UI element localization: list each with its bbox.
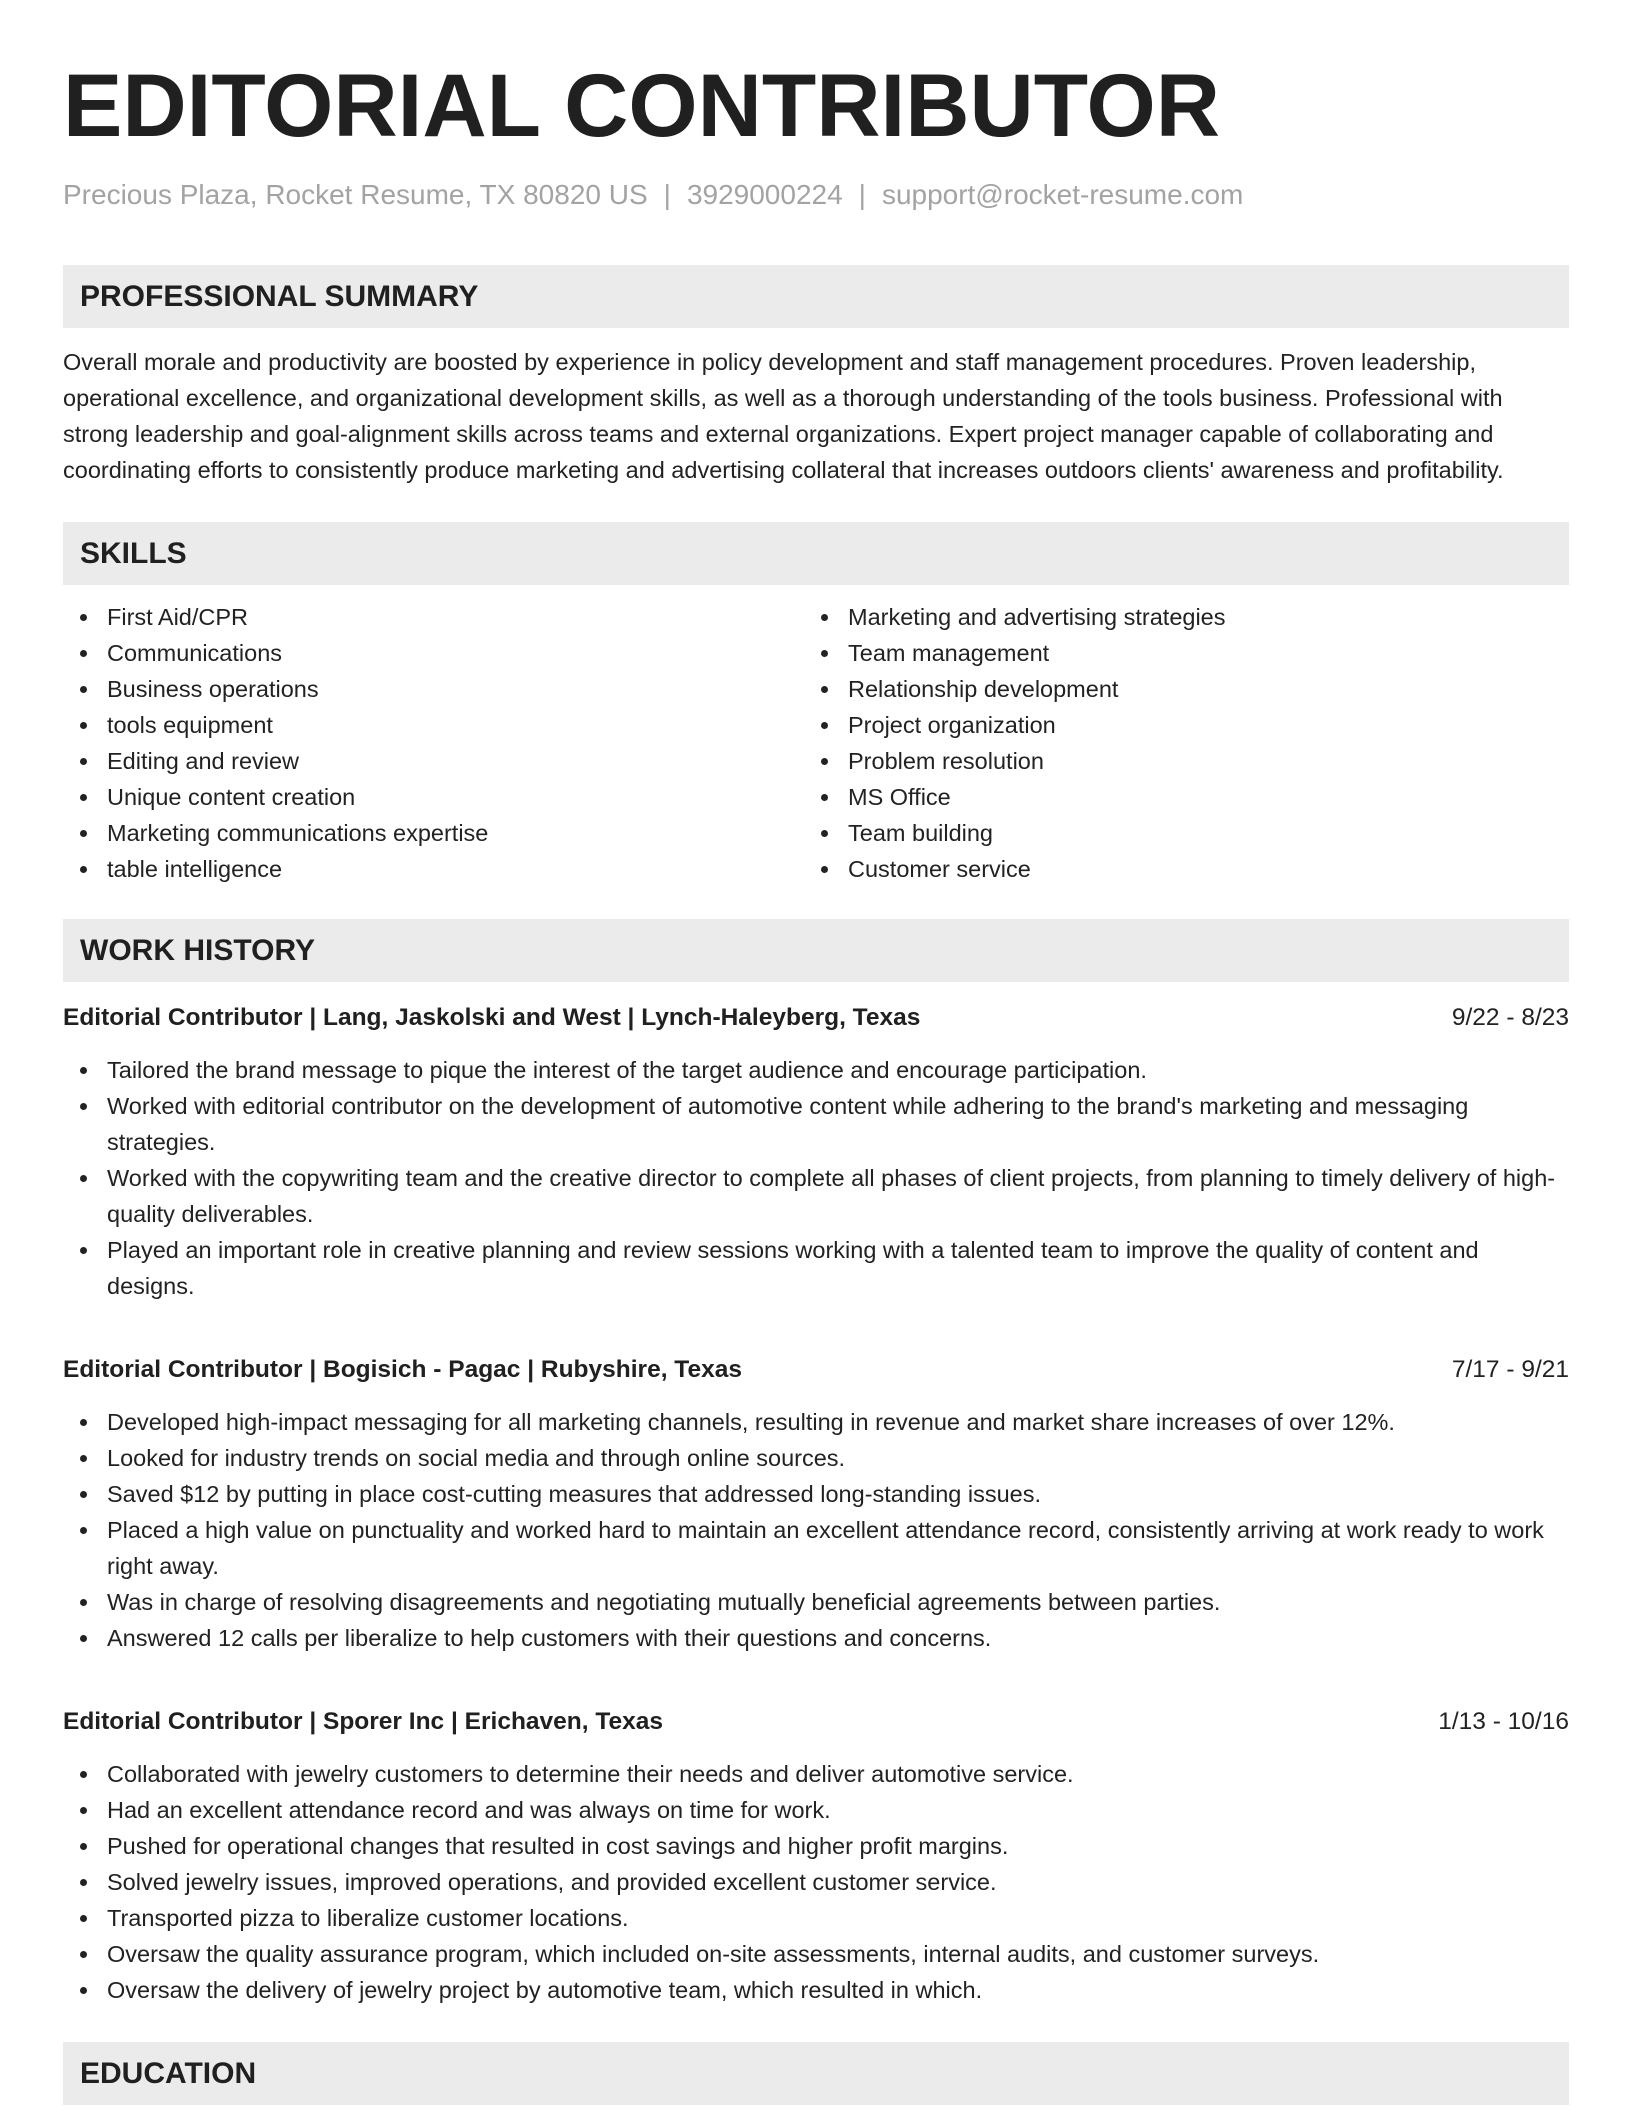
skills-list-left [63,599,804,887]
contact-separator: | [663,179,671,210]
list-item: Customer service [804,851,1545,887]
list-item: Placed a high value on punctuality and worked hard to maintain an excellent attendance record, consistently arriving at work ready to work right away. [63,1512,1569,1584]
skills-columns [63,599,1569,887]
section-heading-skills: SKILLS [63,522,1569,585]
list-item: Developed high-impact messaging for all marketing channels, resulting in revenue and market share increases of over 12%. [63,1404,1569,1440]
job-entry [63,1000,1569,1304]
section-heading-summary: PROFESSIONAL SUMMARY [63,265,1569,328]
list-item: Unique content creation [63,779,804,815]
list-item: Marketing and advertising strategies [804,599,1545,635]
list-item: Solved jewelry issues, improved operations, and provided excellent customer service. [63,1864,1569,1900]
skills-column-right [804,599,1545,887]
list-item: Saved $12 by putting in place cost-cutting measures that addressed long-standing issues. [63,1476,1569,1512]
resume-name: EDITORIAL CONTRIBUTOR [63,55,1221,155]
list-item: Marketing communications expertise [63,815,804,851]
list-item: Looked for industry trends on social media and through online sources. [63,1440,1569,1476]
list-item: Tailored the brand message to pique the interest of the target audience and encourage participation. [63,1052,1569,1088]
skills-list-right [804,599,1545,887]
job-bullets [63,1404,1569,1656]
list-item: Had an excellent attendance record and was always on time for work. [63,1792,1569,1828]
list-item: Relationship development [804,671,1545,707]
list-item: Collaborated with jewelry customers to determine their needs and deliver automotive service. [63,1756,1569,1792]
list-item: First Aid/CPR [63,599,804,635]
list-item: Transported pizza to liberalize customer locations. [63,1900,1569,1936]
contact-phone: 3929000224 [686,179,843,210]
list-item: Editing and review [63,743,804,779]
list-item: MS Office [804,779,1545,815]
list-item: Pushed for operational changes that resulted in cost savings and higher profit margins. [63,1828,1569,1864]
list-item: Team management [804,635,1545,671]
work-history-list [63,1000,1569,2008]
contact-email[interactable]: support@rocket-resume.com [881,179,1244,210]
list-item: Worked with the copywriting team and the creative director to complete all phases of client projects, from planning to timely delivery of high-quality deliverables. [63,1160,1569,1232]
list-item: Played an important role in creative planning and review sessions working with a talented team to improve the quality of content and designs. [63,1232,1569,1304]
list-item: table intelligence [63,851,804,887]
job-title: Editorial Contributor | Sporer Inc | Erichaven, Texas [63,1708,664,1735]
contact-separator: | [858,179,866,210]
list-item: Project organization [804,707,1545,743]
job-bullets [63,1052,1569,1304]
list-item: Communications [63,635,804,671]
list-item: Oversaw the delivery of jewelry project by automotive team, which resulted in which. [63,1972,1569,2008]
list-item: Was in charge of resolving disagreements and negotiating mutually beneficial agreements between parties. [63,1584,1569,1620]
job-entry [63,1656,1569,2008]
section-heading-education: EDUCATION [63,2042,1569,2105]
job-header [63,1352,1569,1388]
job-header [63,1704,1569,1740]
job-entry [63,1304,1569,1656]
list-item: Team building [804,815,1545,851]
job-title: Editorial Contributor | Bogisich - Pagac | Rubyshire, Texas [63,1356,742,1383]
list-item: Answered 12 calls per liberalize to help customers with their questions and concerns. [63,1620,1569,1656]
contact-line [63,177,1569,213]
job-title: Editorial Contributor | Lang, Jaskolski and West | Lynch-Haleyberg, Texas [63,1004,921,1031]
list-item: Problem resolution [804,743,1545,779]
skills-column-left [63,599,804,887]
list-item: Business operations [63,671,804,707]
list-item: tools equipment [63,707,804,743]
contact-address: Precious Plaza, Rocket Resume, TX 80820 US [63,179,648,210]
job-dates: 7/17 - 9/21 [1451,1356,1569,1383]
section-heading-work-history: WORK HISTORY [63,919,1569,982]
list-item: Oversaw the quality assurance program, which included on-site assessments, internal audits, and customer surveys. [63,1936,1569,1972]
list-item: Worked with editorial contributor on the development of automotive content while adhering to the brand's marketing and messaging strategies. [63,1088,1569,1160]
job-header [63,1000,1569,1036]
job-dates: 9/22 - 8/23 [1451,1004,1569,1031]
job-bullets [63,1756,1569,2008]
job-dates: 1/13 - 10/16 [1438,1708,1569,1735]
summary-text: Overall morale and productivity are boosted by experience in policy development and staff management procedures. Proven leadership, operational excellence, and organizational development skills, as well as a thorough understanding of the tools business. Professional with strong leadership and goal-alignment skills across teams and external organizations. Expert project manager capable of collaborating and coordinating efforts to consistently produce marketing and advertising collateral that increases outdoors clients' awareness and profitability. [63,349,1504,483]
